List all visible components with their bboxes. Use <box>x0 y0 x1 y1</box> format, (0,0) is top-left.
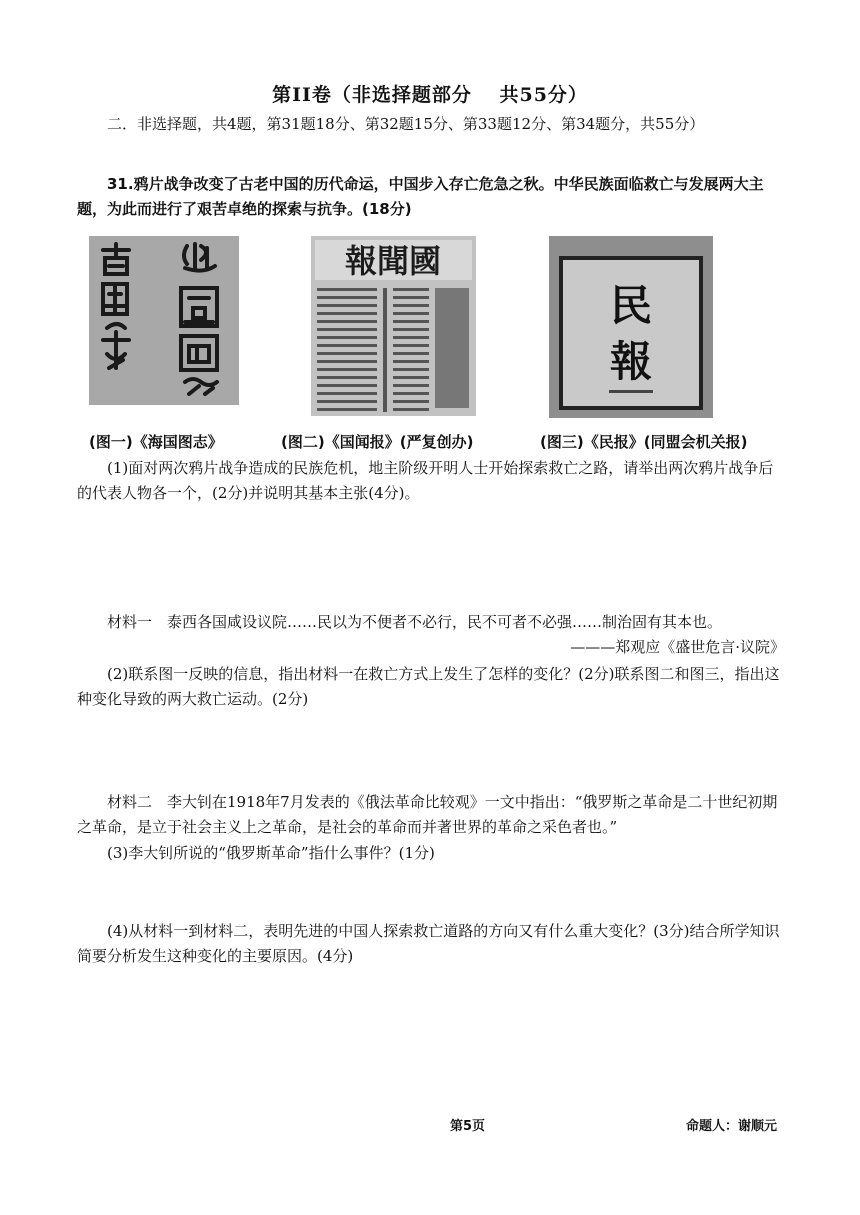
seal-script-calligraphy <box>89 236 239 405</box>
figure-3-image <box>549 236 713 418</box>
instructions: 二．非选择题，共4题，第31题18分、第32题15分、第33题12分、第34题分，共55分） <box>107 115 705 133</box>
minbao-title-char-2: 報 <box>609 337 653 386</box>
question-31-part-2: (2)联系图一反映的信息，指出材料一在救亡方式上发生了怎样的变化？(2分)联系图二和图三，指出这种变化导致的两大救亡运动。(2分) <box>77 665 780 708</box>
material-1-source: ———郑观应《盛世危言·议院》 <box>570 638 785 656</box>
question-31-stem: 31.鸦片战争改变了古老中国的历代命运，中国步入存亡危急之秋。中华民族面临救亡与发展两大主题，为此而进行了艰苦卓绝的探索与抗争。(18分) <box>77 175 764 218</box>
newspaper-masthead: 報聞國 <box>344 242 442 280</box>
author-credit: 命题人：谢顺元 <box>686 1119 778 1134</box>
newspaper-page <box>311 236 476 416</box>
material-1-text: 材料一 泰西各国咸设议院……民以为不便者不必行，民不可者不必强……制治固有其本也。 <box>107 613 723 631</box>
minbao-title-char-1: 民 <box>609 281 653 330</box>
figure-2-image <box>311 236 476 416</box>
figure-2-caption: (图二)《国闻报》(严复创办) <box>281 433 474 451</box>
question-31-part-4: (4)从材料一到材料二，表明先进的中国人探索救亡道路的方向又有什么重大变化？(3分)结合所学知识简要分析发生这种变化的主要原因。(4分) <box>77 922 780 965</box>
question-31-part-1: (1)面对两次鸦片战争造成的民族危机，地主阶级开明人士开始探索救亡之路，请举出两次鸦片战争后的代表人物各一个，(2分)并说明其基本主张(4分)。 <box>77 459 774 502</box>
figure-1-image <box>89 236 239 405</box>
page-number: 第5页 <box>450 1119 486 1134</box>
minbao-cover <box>549 236 713 418</box>
figure-1-caption: (图一)《海国图志》 <box>89 433 223 451</box>
section-title: 第II卷（非选择题部分 共55分） <box>272 84 588 106</box>
question-31-part-3: (3)李大钊所说的“俄罗斯革命”指什么事件？(1分) <box>107 844 435 862</box>
figure-3-caption: (图三)《民报》(同盟会机关报) <box>540 433 748 451</box>
material-2-text: 材料二 李大钊在1918年7月发表的《俄法革命比较观》一文中指出：“俄罗斯之革命是二十世纪初期之革命，是立于社会主义上之革命，是社会的革命而并著世界的革命之采色者也。” <box>77 793 778 836</box>
